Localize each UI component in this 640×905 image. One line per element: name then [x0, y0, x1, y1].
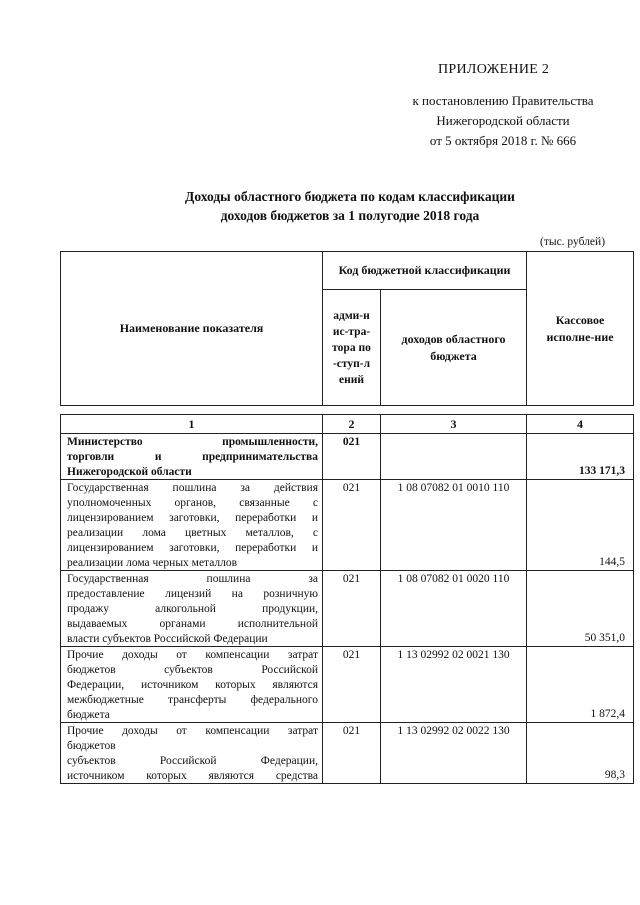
row-name-line: выдаваемых органами исполнительной [67, 618, 318, 630]
resolution-line: Нижегородской области [436, 113, 570, 128]
table-row [61, 434, 634, 480]
row-name [61, 647, 323, 723]
title-line: доходов бюджетов за 1 полугодие 2018 года [220, 208, 480, 223]
row-name-line: источником которых являются средства [67, 770, 318, 782]
row-name-line: Государственная пошлина за действия [67, 482, 318, 494]
column-number: 1 [61, 415, 323, 434]
row-name [61, 480, 323, 571]
column-number: 3 [381, 415, 527, 434]
row-name-line: продажу алкогольной продукции, [67, 603, 318, 615]
row-name-line: Федерации, источником которых являются [67, 679, 318, 691]
row-amount: 1 872,4 [527, 647, 634, 723]
resolution-line: от 5 октября 2018 г. № 666 [429, 133, 577, 148]
column-number: 2 [323, 415, 381, 434]
row-name-line: уполномоченных органов, связанные с [67, 497, 318, 509]
income-table [60, 414, 634, 784]
col-header-income: доходов областного бюджета [381, 290, 527, 406]
col-header-name: Наименование показателя [61, 252, 323, 406]
column-number-row [61, 415, 634, 434]
row-name-line: реализации лома черных металлов [67, 557, 238, 569]
row-name [61, 571, 323, 647]
column-number: 4 [527, 415, 634, 434]
row-admin-code: 021 [323, 434, 381, 480]
table-row [61, 480, 634, 571]
table-row [61, 723, 634, 784]
table-row [61, 647, 634, 723]
row-name-line: Нижегородской области [67, 466, 192, 478]
row-name [61, 434, 323, 480]
row-amount: 133 171,3 [527, 434, 634, 480]
col-header-cash: Кассовое исполне-ние [527, 252, 634, 406]
table-header [60, 251, 634, 406]
row-name-line: торговли и предпринимательства [67, 451, 318, 463]
row-name-line: предоставление лицензий на розничную [67, 588, 318, 600]
row-name-line: бюджетов субъектов Российской [67, 664, 318, 676]
row-admin-code: 021 [323, 480, 381, 571]
row-name-line: Министерство промышленности, [67, 436, 318, 448]
row-name-line: лицензированием заготовки, переработки и [67, 512, 318, 524]
row-name-line: Прочие доходы от компенсации затрат [67, 649, 318, 661]
table-row [61, 571, 634, 647]
col-header-code-group: Код бюджетной классификации [323, 252, 527, 290]
resolution-line: к постановлению Правительства [412, 93, 594, 108]
row-name-line: реализации лома цветных металлов, с [67, 527, 318, 539]
row-name-line: Государственная пошлина за [67, 573, 318, 585]
units-label: (тыс. рублей) [540, 236, 606, 248]
row-income-code: 1 08 07082 01 0010 110 [381, 480, 527, 571]
row-amount: 50 351,0 [527, 571, 634, 647]
row-name-line: бюджетов [67, 740, 116, 752]
row-name-line: субъектов Российской Федерации, [67, 755, 318, 767]
row-income-code: 1 13 02992 02 0022 130 [381, 723, 527, 784]
row-name-line: лицензированием заготовки, переработки и [67, 542, 318, 554]
row-name-line: бюджета [67, 709, 110, 721]
row-admin-code: 021 [323, 723, 381, 784]
row-name-line: Прочие доходы от компенсации затрат [67, 725, 318, 737]
row-income-code: 1 08 07082 01 0020 110 [381, 571, 527, 647]
resolution-reference [388, 91, 618, 151]
row-amount: 98,3 [527, 723, 634, 784]
row-name [61, 723, 323, 784]
row-name-line: власти субъектов Российской Федерации [67, 633, 268, 645]
row-admin-code: 021 [323, 571, 381, 647]
col-header-admin: адми-нис-тра-тора по-ступ-лений [323, 290, 381, 406]
row-name-line: межбюджетные трансферты федерального [67, 694, 318, 706]
appendix-label: ПРИЛОЖЕНИЕ 2 [438, 62, 550, 77]
row-income-code: 1 13 02992 02 0021 130 [381, 647, 527, 723]
row-admin-code: 021 [323, 647, 381, 723]
document-title [60, 187, 640, 225]
title-line: Доходы областного бюджета по кодам классификации [185, 189, 515, 204]
row-income-code [381, 434, 527, 480]
row-amount: 144,5 [527, 480, 634, 571]
